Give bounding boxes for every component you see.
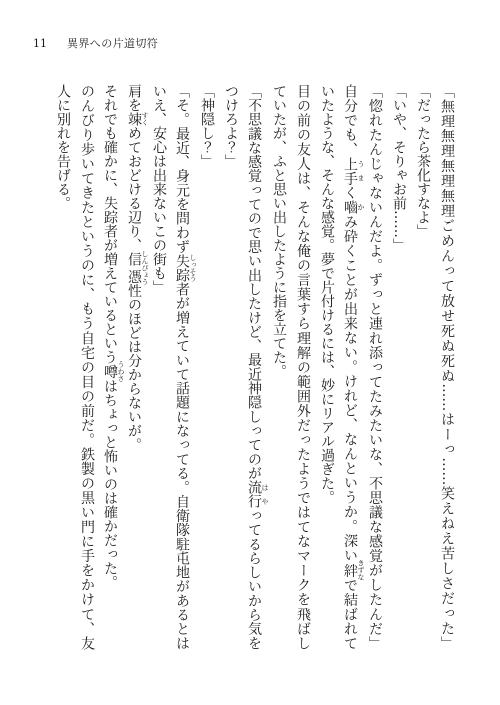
text-column-12	[169, 84, 197, 650]
ruby-base: 嚙	[342, 200, 358, 215]
ruby-base: 失踪	[174, 253, 190, 283]
text-run: で結ばれて	[342, 577, 358, 650]
text-column-7	[289, 84, 317, 650]
text-run: 「惚れたんじゃないんだよ。ずっと連れ添ってたみたいな、不思議な感覚がしたんだ」	[367, 84, 383, 650]
text-run: はちょっと怖いのは確かだった。	[102, 379, 118, 589]
ruby-reading: うま	[357, 156, 365, 185]
text-run: めておどける辺り、	[126, 126, 142, 252]
ruby-annotated-word	[174, 253, 197, 283]
text-run: 「無理無理無理無理ごめんって放せ死ぬ死ぬ……はーっ……笑えねえ苦しさだった」	[439, 84, 455, 650]
ruby-annotated-word	[246, 480, 269, 509]
ruby-reading: はや	[261, 480, 269, 509]
text-run: ってるらしいから気を	[246, 508, 262, 651]
text-column-16	[73, 84, 101, 650]
text-column-6	[313, 84, 341, 650]
text-run: 「だったら茶化すなよ」	[415, 84, 431, 238]
text-run: 「神隠し？」	[199, 84, 215, 168]
text-run: つけろよ？」	[223, 84, 239, 168]
text-column-1	[433, 84, 461, 650]
ruby-annotated-word	[126, 250, 149, 286]
text-run: 「そ。最近、身元を問わず	[174, 84, 190, 254]
ruby-annotated-word	[102, 361, 125, 382]
text-run: 者が増えていて話題になってる。自衛隊駐屯地があるとは	[174, 282, 190, 651]
text-run: いえ、安心は出来ないこの街も」	[151, 84, 167, 294]
text-run: のんびり歩いてきたというのに、もう自宅の目の前だ。鉄製の黒い門に手をかけて、友	[79, 84, 95, 650]
text-column-8	[265, 84, 293, 650]
text-column-14	[121, 84, 149, 650]
ruby-reading: しっそう	[189, 253, 197, 283]
ruby-reading: うわさ	[117, 361, 125, 382]
text-column-11	[193, 84, 221, 650]
text-column-5	[337, 84, 365, 650]
ruby-base: 竦	[126, 112, 142, 126]
text-run: 「いや、そりゃお前……」	[391, 84, 407, 252]
ruby-base: 噂	[102, 361, 118, 382]
text-run: く	[342, 185, 358, 200]
text-column-17	[49, 84, 77, 650]
text-run: み砕くことが出来ない。けれど、なんというか。深い	[342, 214, 358, 563]
text-column-4	[361, 84, 389, 650]
text-column-9	[241, 84, 269, 650]
text-run: 性のほどは分からないが。	[126, 283, 142, 452]
text-run: いたような、そんな感覚。夢で片付けるには、妙にリアル過ぎた。	[319, 84, 335, 504]
ruby-annotated-word	[342, 200, 365, 215]
ruby-reading: しんぴょう	[141, 250, 149, 286]
chapter-title: 異界への片道切符	[67, 37, 159, 50]
ruby-reading: か	[357, 200, 365, 214]
text-column-3	[385, 84, 413, 650]
ruby-annotated-word	[342, 156, 365, 186]
ruby-reading: きずな	[357, 559, 365, 581]
text-run: それでも確かに、失踪者が増えているという	[102, 84, 118, 364]
text-run: 「不思議な感覚ってので思い出したけど、最近神隠しってのが	[246, 84, 262, 481]
ruby-base: 流行	[246, 480, 262, 509]
ruby-base: 絆	[342, 559, 358, 581]
ruby-base: 上手	[342, 156, 358, 186]
ruby-annotated-word	[126, 112, 149, 126]
text-run: 自分でも、	[342, 84, 358, 157]
ruby-reading: すく	[141, 112, 149, 126]
text-run: 目の前の友人は、そんな俺の言葉すら理解の範囲外だったようではてなマークを飛ばし	[295, 84, 311, 650]
text-run: ていたが、ふと思い出したように指を立てた。	[271, 84, 287, 378]
ruby-base: 信憑	[126, 250, 142, 286]
text-column-13	[145, 84, 173, 650]
text-column-10	[217, 84, 245, 650]
text-run: 肩を	[126, 84, 142, 112]
text-column-2	[409, 84, 437, 650]
text-column-15	[97, 84, 125, 650]
ruby-annotated-word	[342, 559, 365, 581]
text-run: 人に別れを告げる。	[55, 84, 71, 210]
page-number: 11	[33, 37, 47, 50]
